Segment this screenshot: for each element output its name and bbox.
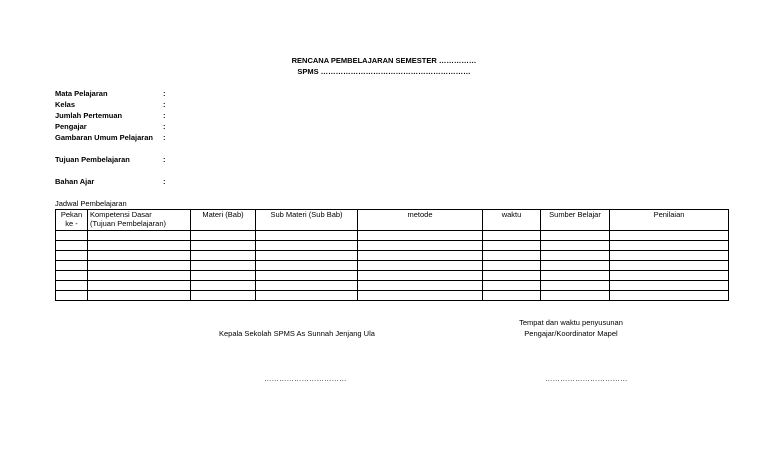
header-line: ke - xyxy=(65,219,78,228)
table-cell xyxy=(56,281,88,291)
table-cell xyxy=(88,241,191,251)
table-cell xyxy=(191,281,256,291)
field-colon: : xyxy=(163,177,166,186)
table-cell xyxy=(483,251,541,261)
field-label-jumlah-pertemuan: Jumlah Pertemuan xyxy=(55,111,123,120)
table-cell xyxy=(358,261,483,271)
column-header-kompetensi xyxy=(88,210,191,231)
table-cell xyxy=(191,271,256,281)
table-cell xyxy=(483,241,541,251)
table-cell xyxy=(358,241,483,251)
field-label-bahan-ajar: Bahan Ajar xyxy=(55,177,95,186)
table-cell xyxy=(358,291,483,301)
table-row xyxy=(56,291,729,301)
teacher-signature-line: …………………………… xyxy=(545,374,628,383)
table-cell xyxy=(56,231,88,241)
table-cell xyxy=(358,281,483,291)
field-colon: : xyxy=(163,122,166,131)
table-row xyxy=(56,251,729,261)
table-cell xyxy=(358,251,483,261)
table-row xyxy=(56,231,729,241)
table-cell xyxy=(483,231,541,241)
principal-signature-line: …………………………… xyxy=(264,374,347,383)
table-cell xyxy=(88,271,191,281)
table-cell xyxy=(358,231,483,241)
table-cell xyxy=(191,231,256,241)
field-label-kelas: Kelas xyxy=(55,100,76,109)
table-cell xyxy=(191,251,256,261)
table-cell xyxy=(483,261,541,271)
table-cell xyxy=(610,231,729,241)
header-line: waktu xyxy=(501,210,522,219)
table-cell xyxy=(256,251,358,261)
table-cell xyxy=(610,241,729,251)
table-cell xyxy=(610,251,729,261)
table-cell xyxy=(88,281,191,291)
table-cell xyxy=(541,251,610,261)
table-cell xyxy=(483,271,541,281)
table-cell xyxy=(541,261,610,271)
table-cell xyxy=(256,281,358,291)
teacher-title: Pengajar/Koordinator Mapel xyxy=(524,329,618,338)
place-date-label: Tempat dan waktu penyusunan xyxy=(519,318,623,327)
document-title: RENCANA PEMBELAJARAN SEMESTER …………… xyxy=(291,56,477,65)
table-cell xyxy=(256,241,358,251)
table-cell xyxy=(88,261,191,271)
field-colon: : xyxy=(163,111,166,120)
table-cell xyxy=(256,231,358,241)
header-line: Sub Materi (Sub Bab) xyxy=(270,210,343,219)
table-cell xyxy=(541,291,610,301)
table-header-row xyxy=(56,210,729,231)
table-cell xyxy=(88,291,191,301)
field-colon: : xyxy=(163,133,166,142)
field-label-gambaran-umum: Gambaran Umum Pelajaran xyxy=(55,133,153,142)
table-cell xyxy=(483,281,541,291)
table-cell xyxy=(256,291,358,301)
table-cell xyxy=(610,281,729,291)
table-cell xyxy=(56,291,88,301)
table-cell xyxy=(56,251,88,261)
table-cell xyxy=(191,241,256,251)
table-cell xyxy=(541,281,610,291)
field-label-mata-pelajaran: Mata Pelajaran xyxy=(55,89,108,98)
table-cell xyxy=(610,261,729,271)
header-line: Penilaian xyxy=(653,210,685,219)
header-line: Kompetensi Dasar xyxy=(90,210,152,219)
table-cell xyxy=(88,251,191,261)
header-line: Sumber Belajar xyxy=(549,210,601,219)
column-header-sumber-belajar xyxy=(541,210,610,231)
column-header-materi xyxy=(191,210,256,231)
table-cell xyxy=(610,271,729,281)
header-line: Materi (Bab) xyxy=(202,210,244,219)
column-header-penilaian xyxy=(610,210,729,231)
column-header-sub-materi xyxy=(256,210,358,231)
table-cell xyxy=(358,271,483,281)
field-colon: : xyxy=(163,89,166,98)
table-cell xyxy=(56,271,88,281)
table-row xyxy=(56,261,729,271)
field-colon: : xyxy=(163,100,166,109)
column-header-pekan xyxy=(56,210,88,231)
table-cell xyxy=(541,271,610,281)
table-cell xyxy=(56,261,88,271)
column-header-metode xyxy=(358,210,483,231)
header-line: (Tujuan Pembelajaran) xyxy=(90,219,167,228)
field-colon: : xyxy=(163,155,166,164)
table-cell xyxy=(56,241,88,251)
header-line: metode xyxy=(407,210,433,219)
field-label-tujuan: Tujuan Pembelajaran xyxy=(55,155,130,164)
document-subtitle: SPMS …………………………………………………… xyxy=(297,67,471,76)
table-cell xyxy=(541,231,610,241)
column-header-waktu xyxy=(483,210,541,231)
header-line: Pekan xyxy=(60,210,83,219)
table-cell xyxy=(256,271,358,281)
field-label-pengajar: Pengajar xyxy=(55,122,87,131)
schedule-title: Jadwal Pembelajaran xyxy=(55,199,127,208)
table-row xyxy=(56,241,729,251)
table-row xyxy=(56,281,729,291)
schedule-table xyxy=(55,209,729,301)
table-row xyxy=(56,271,729,281)
table-cell xyxy=(610,291,729,301)
table-cell xyxy=(483,291,541,301)
table-cell xyxy=(191,261,256,271)
table-cell xyxy=(256,261,358,271)
table-cell xyxy=(88,231,191,241)
principal-title: Kepala Sekolah SPMS As Sunnah Jenjang Ula xyxy=(219,329,375,338)
table-cell xyxy=(541,241,610,251)
table-cell xyxy=(191,291,256,301)
